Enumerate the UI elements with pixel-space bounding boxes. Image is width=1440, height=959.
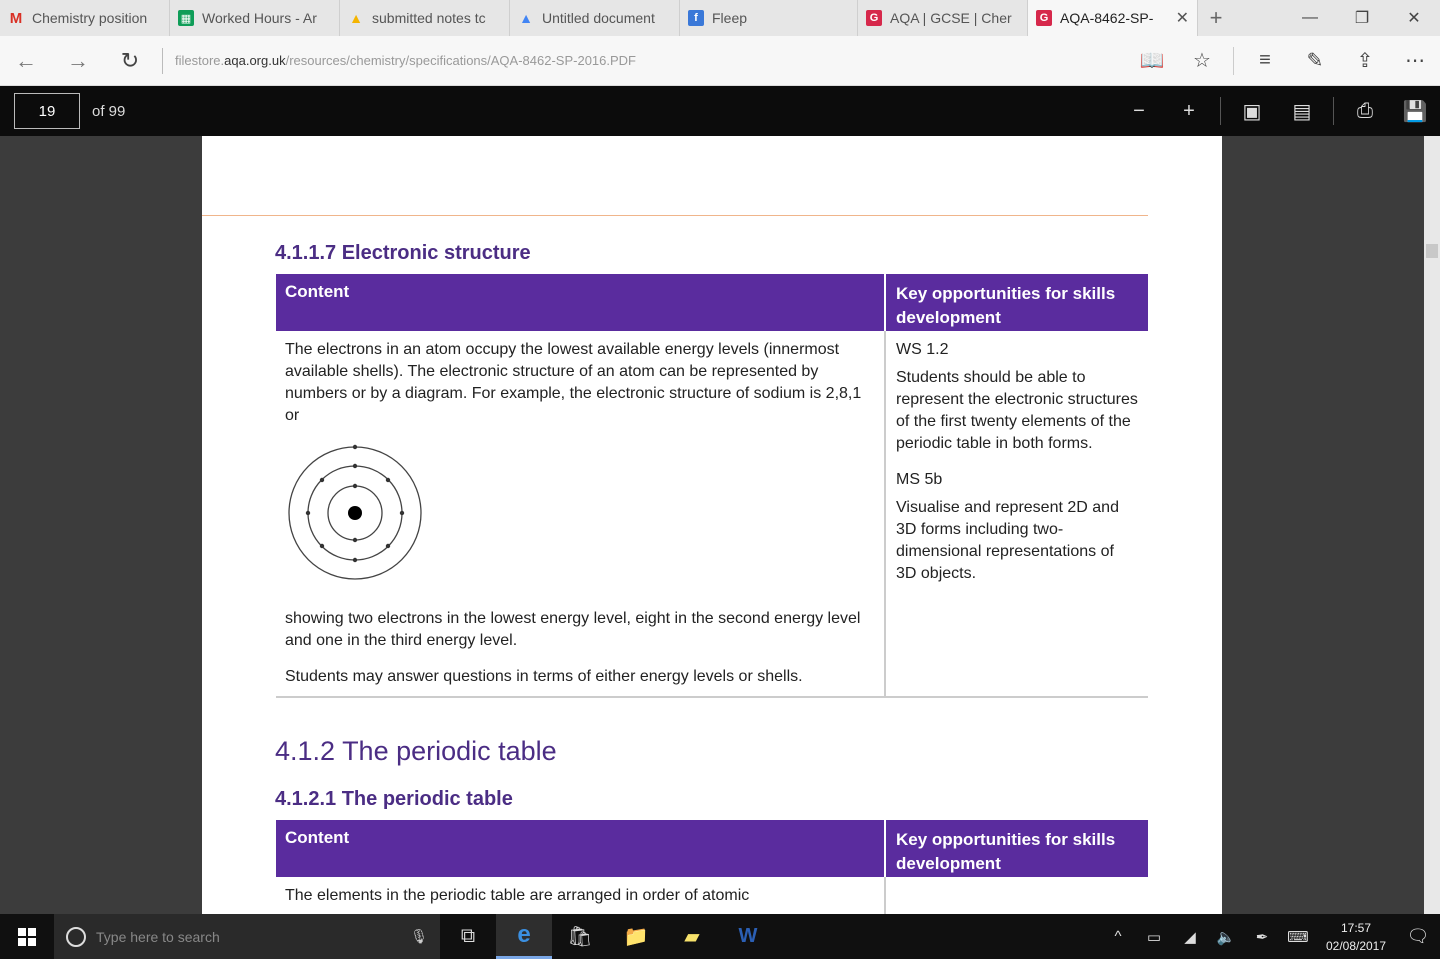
page-view-icon[interactable]: ▤ bbox=[1292, 100, 1312, 123]
tab-title: Fleep bbox=[712, 10, 748, 26]
tab-untitled-document[interactable] bbox=[510, 0, 680, 36]
microphone-icon[interactable]: 🎙 bbox=[410, 928, 428, 944]
table-header bbox=[276, 820, 1148, 877]
tab-title: Worked Hours - Ar bbox=[202, 10, 317, 26]
fleep-icon: f bbox=[688, 10, 704, 26]
page-number-input[interactable]: 19 bbox=[14, 93, 80, 129]
content-paragraph: The electrons in an atom occupy the lowest available energy levels (innermost available shells). The electronic structure of an atom can be represented by numbers or by a diagram. For example, the electronic structure of sodium is 2,8,1 or bbox=[285, 341, 862, 424]
volume-icon[interactable]: 🔈 bbox=[1216, 928, 1236, 946]
toolbar-separator bbox=[1220, 97, 1221, 125]
keyboard-icon[interactable]: ⌨ bbox=[1287, 928, 1309, 946]
network-icon[interactable]: ◢ bbox=[1184, 928, 1196, 946]
back-arrow-icon[interactable]: ← bbox=[15, 47, 37, 73]
content-column-header: Content bbox=[276, 820, 886, 877]
clock-date: 02/08/2017 bbox=[1325, 938, 1387, 953]
pdf-tools bbox=[1114, 86, 1440, 136]
favorite-star-icon[interactable]: ☆ bbox=[1193, 50, 1211, 72]
content-paragraph: showing two electrons in the lowest energy level, eight in the second energy level and one in the third energy level. bbox=[285, 610, 861, 649]
system-tray bbox=[1100, 914, 1440, 959]
tab-title: submitted notes tc bbox=[372, 10, 486, 26]
clock-time: 17:57 bbox=[1340, 920, 1372, 935]
tab-fleep[interactable] bbox=[680, 0, 858, 36]
header-rule bbox=[202, 215, 1148, 216]
content-column-header: Content bbox=[276, 274, 886, 331]
gmail-icon: M bbox=[9, 9, 23, 27]
drive-icon: ▲ bbox=[519, 10, 533, 26]
drive-icon: ▲ bbox=[349, 10, 363, 26]
pdf-viewer[interactable] bbox=[0, 136, 1440, 914]
edge-browser-icon[interactable]: e bbox=[496, 914, 552, 959]
search-placeholder: Type here to search bbox=[96, 928, 220, 945]
address-bar[interactable] bbox=[175, 53, 1127, 68]
cortana-icon bbox=[66, 927, 86, 947]
word-icon[interactable]: W bbox=[738, 925, 758, 947]
forward-arrow-icon[interactable]: → bbox=[67, 47, 89, 73]
toolbar-separator bbox=[1233, 47, 1234, 75]
zoom-in-icon[interactable]: + bbox=[1183, 99, 1195, 122]
more-icon[interactable]: ⋯ bbox=[1405, 50, 1425, 72]
fit-page-icon[interactable]: ▣ bbox=[1242, 100, 1262, 123]
content-paragraph: The elements in the periodic table are arranged in order of atomic bbox=[285, 887, 750, 904]
close-tab-icon[interactable]: ✕ bbox=[1175, 10, 1189, 27]
store-icon[interactable]: 🛍 bbox=[567, 926, 593, 948]
file-explorer-icon[interactable]: 📁 bbox=[623, 926, 649, 948]
tab-aqa-gcse[interactable] bbox=[858, 0, 1028, 36]
navigation-bar bbox=[0, 36, 1440, 86]
pen-icon[interactable]: ✒ bbox=[1255, 928, 1269, 946]
table-row bbox=[276, 877, 1148, 914]
skill-description: Students should be able to represent the electronic structures of the first twenty elements of the periodic table in both forms. bbox=[896, 369, 1138, 452]
tab-chemistry-position[interactable] bbox=[0, 0, 170, 36]
subsection-heading-periodic-table: 4.1.2.1 The periodic table bbox=[275, 788, 513, 810]
save-icon[interactable]: 💾 bbox=[1402, 100, 1428, 123]
tablet-icon[interactable]: ▭ bbox=[1146, 928, 1162, 946]
skills-cell bbox=[886, 331, 1148, 696]
tab-title: Untitled document bbox=[542, 10, 655, 26]
start-button[interactable] bbox=[0, 914, 54, 959]
sodium-atom-diagram bbox=[285, 443, 425, 583]
page-total: of 99 bbox=[92, 102, 126, 120]
skill-code: WS 1.2 bbox=[896, 341, 949, 358]
pdf-page bbox=[202, 136, 1222, 914]
action-center-icon[interactable]: 🗨 bbox=[1406, 926, 1430, 946]
url-separator bbox=[162, 48, 163, 74]
address-bar-actions bbox=[1127, 36, 1440, 86]
tab-title: AQA-8462-SP- bbox=[1060, 10, 1154, 26]
restore-icon[interactable]: ❐ bbox=[1354, 10, 1370, 27]
tab-title: AQA | GCSE | Cher bbox=[890, 10, 1012, 26]
window-controls bbox=[1284, 0, 1440, 36]
content-cell bbox=[276, 331, 886, 696]
taskbar-search-box[interactable] bbox=[54, 914, 440, 959]
url-prefix: filestore. bbox=[175, 53, 225, 68]
minimize-icon[interactable]: — bbox=[1302, 9, 1318, 26]
table-header bbox=[276, 274, 1148, 331]
tab-title: Chemistry position bbox=[32, 10, 148, 26]
content-paragraph: Students may answer questions in terms of either energy levels or shells. bbox=[285, 668, 803, 685]
show-hidden-icons-icon[interactable]: ^ bbox=[1114, 928, 1122, 945]
tab-strip bbox=[0, 0, 1440, 36]
reading-view-icon[interactable]: 📖 bbox=[1139, 50, 1165, 72]
share-icon[interactable]: ⇪ bbox=[1356, 50, 1374, 72]
url-path: /resources/chemistry/specifications/AQA-8462-SP-2016.PDF bbox=[285, 53, 636, 68]
electronic-structure-table bbox=[276, 274, 1148, 698]
aqa-icon: G bbox=[1036, 10, 1052, 26]
vertical-scrollbar[interactable] bbox=[1424, 136, 1440, 914]
table-row bbox=[276, 331, 1148, 698]
refresh-icon[interactable]: ↻ bbox=[120, 47, 140, 73]
pdf-toolbar bbox=[0, 86, 1440, 136]
content-cell bbox=[276, 877, 886, 914]
hub-icon[interactable]: ≡ bbox=[1259, 49, 1271, 71]
skills-cell bbox=[886, 877, 1148, 914]
aqa-icon: G bbox=[866, 10, 882, 26]
zoom-out-icon[interactable]: − bbox=[1133, 99, 1145, 122]
section-heading-electronic-structure: 4.1.1.7 Electronic structure bbox=[275, 242, 531, 264]
section-heading-periodic-table: 4.1.2 The periodic table bbox=[275, 736, 557, 766]
sheets-icon: ▦ bbox=[178, 10, 194, 26]
tab-submitted-notes[interactable] bbox=[340, 0, 510, 36]
tab-aqa-8462-pdf[interactable] bbox=[1028, 0, 1198, 36]
skill-code: MS 5b bbox=[896, 471, 943, 488]
sticky-notes-icon[interactable]: ▰ bbox=[684, 926, 700, 948]
close-window-icon[interactable]: ✕ bbox=[1407, 10, 1421, 27]
windows-taskbar bbox=[0, 914, 1440, 959]
tab-worked-hours[interactable] bbox=[170, 0, 340, 36]
toolbar-separator bbox=[1333, 97, 1334, 125]
web-note-icon[interactable]: ✎ bbox=[1306, 50, 1324, 72]
periodic-table-table bbox=[276, 820, 1148, 914]
clock[interactable] bbox=[1316, 919, 1396, 955]
task-view-icon[interactable]: ⧉ bbox=[460, 925, 476, 947]
scrollbar-thumb[interactable] bbox=[1426, 244, 1438, 258]
windows-logo-icon bbox=[18, 928, 36, 946]
skill-description: Visualise and represent 2D and 3D forms including two-dimensional representations of 3D objects. bbox=[896, 499, 1119, 582]
skills-column-header: Key opportunities for skills development bbox=[896, 830, 1116, 873]
url-domain: aqa.org.uk bbox=[224, 53, 286, 68]
skills-column-header: Key opportunities for skills development bbox=[896, 284, 1116, 327]
print-icon[interactable]: ⎙ bbox=[1357, 99, 1373, 122]
new-tab-button[interactable]: + bbox=[1209, 5, 1223, 30]
